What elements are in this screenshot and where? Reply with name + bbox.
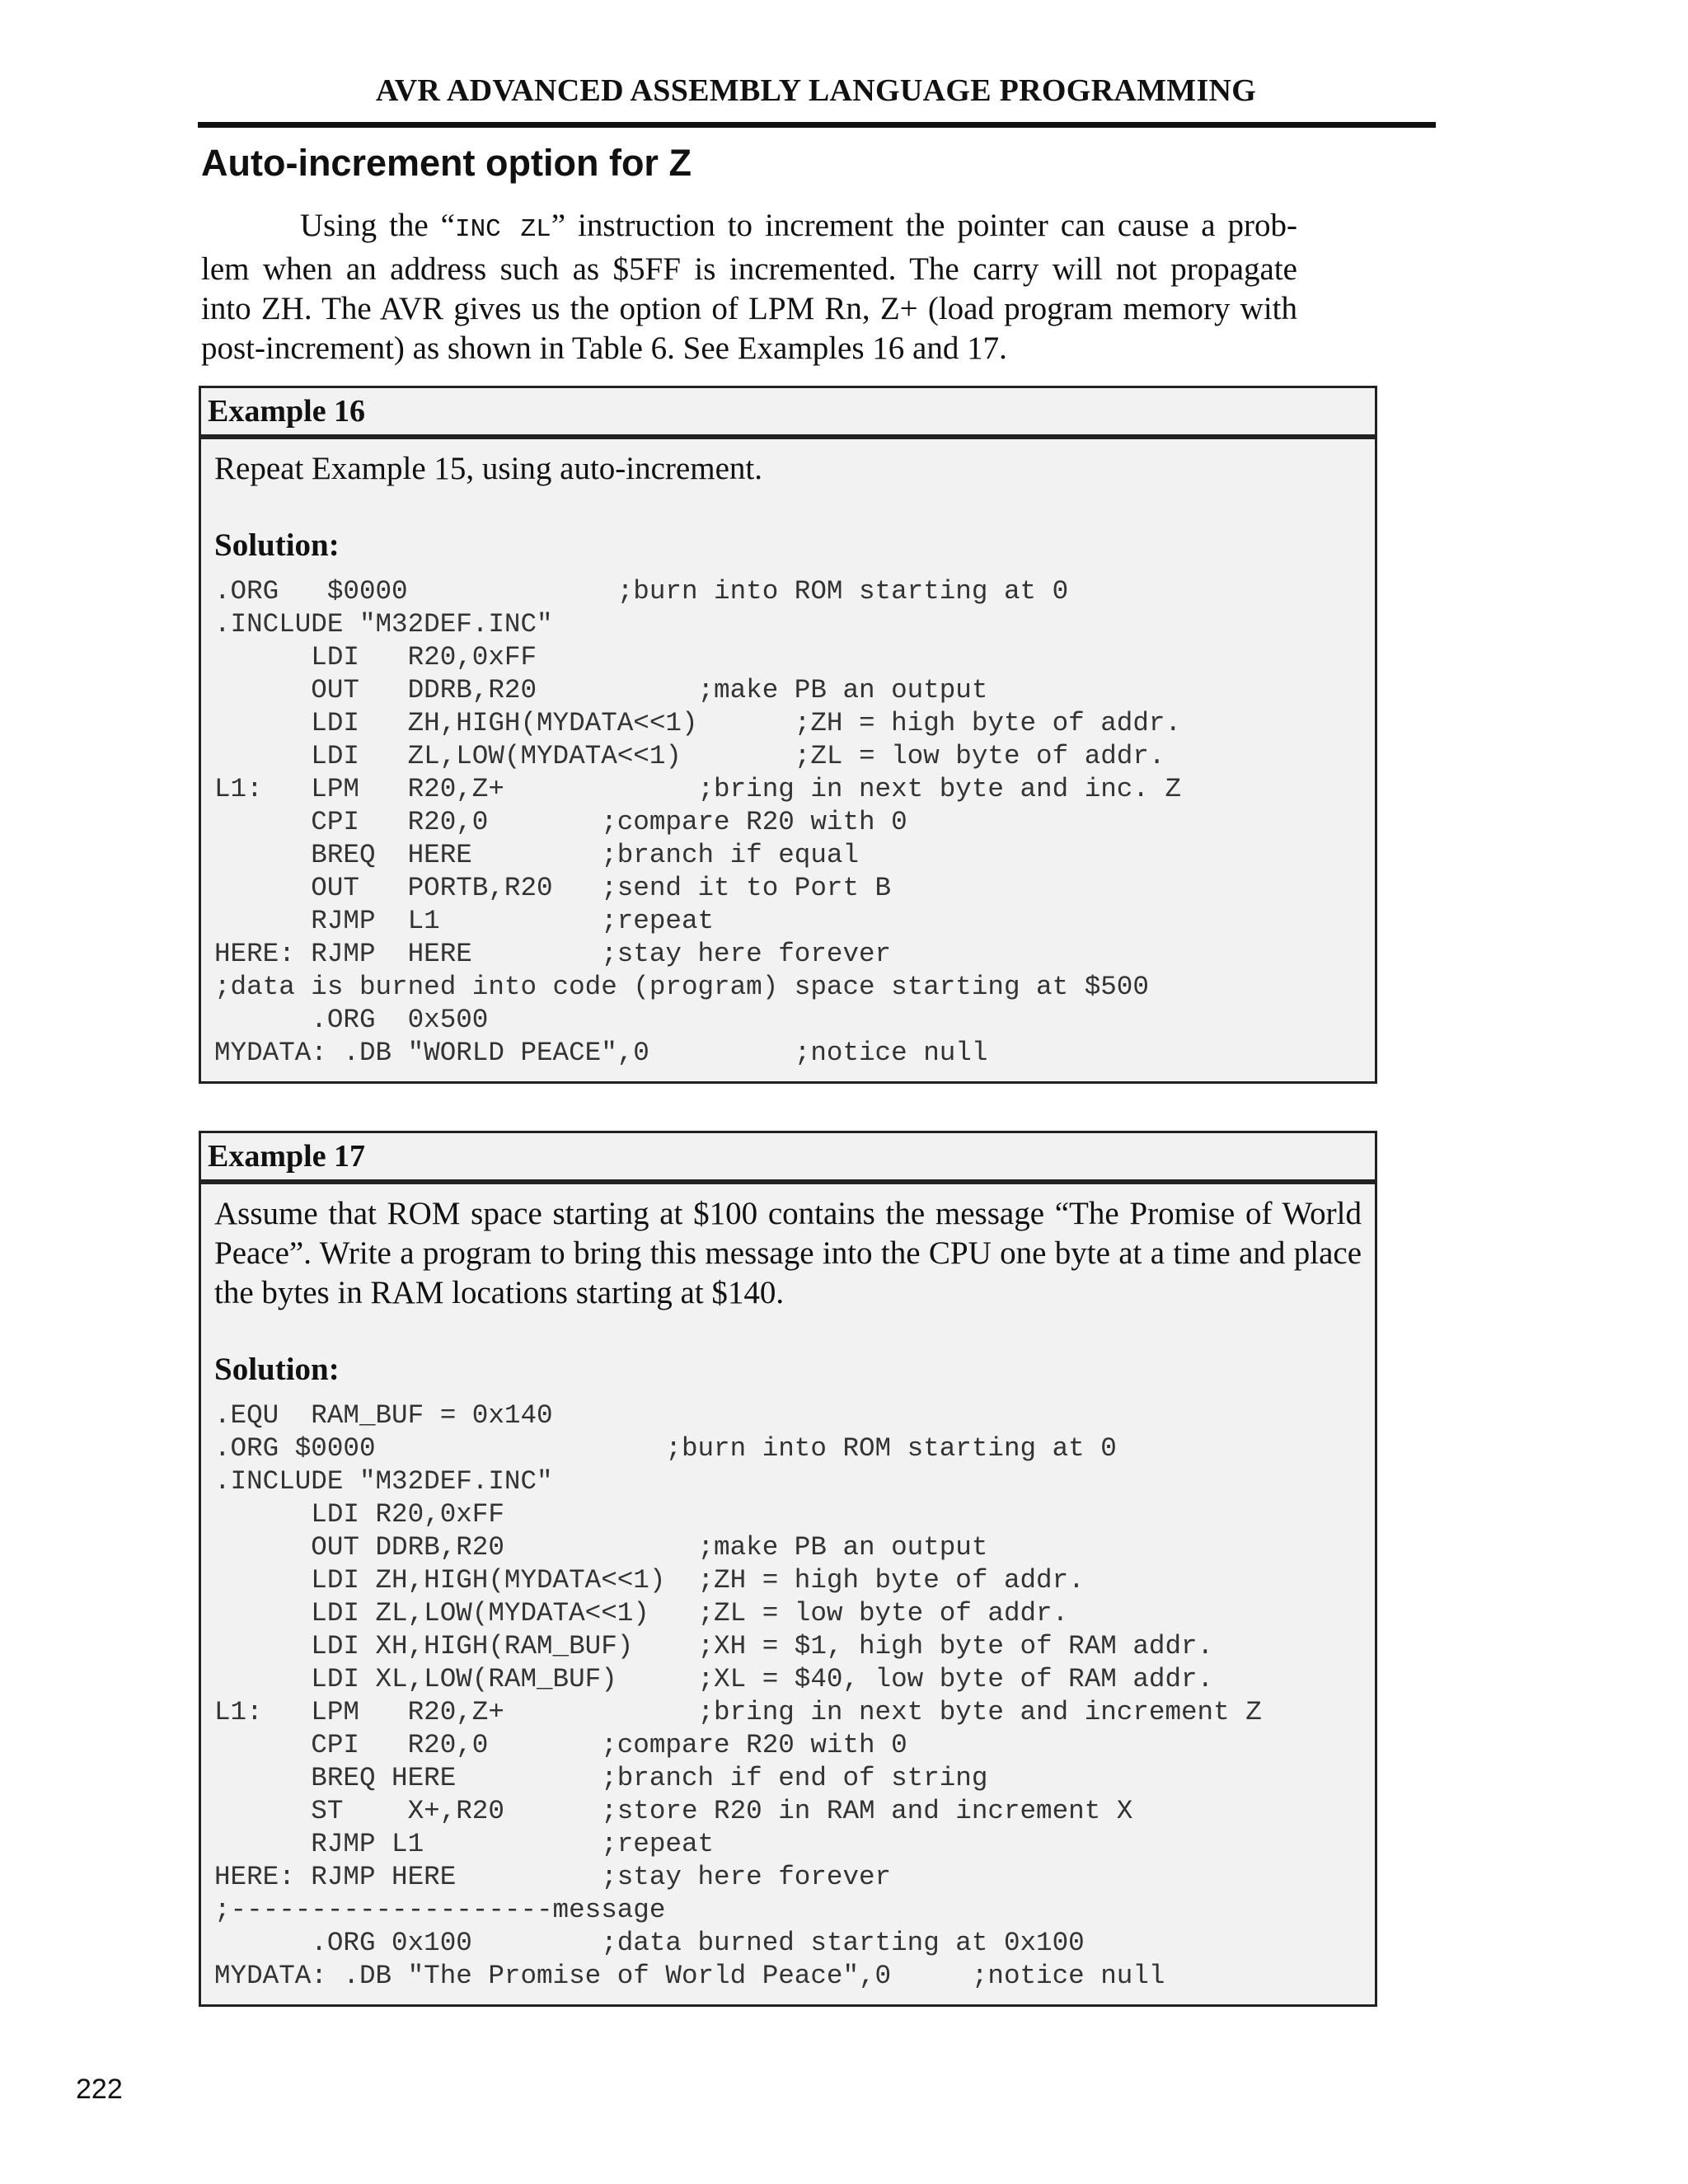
intro-line-3: into ZH. The AVR gives us the option of LPM Rn, Z+ (load program memory with (201, 291, 1297, 326)
code-line: LDI ZL,LOW(MYDATA<<1) ;ZL = low byte of addr. (214, 1598, 1069, 1629)
example-16-solution-label: Solution: (214, 527, 340, 563)
intro-line-1: Using the “INC ZL” instruction to increment the pointer can cause a prob- (300, 208, 1298, 244)
code-line: RJMP L1 ;repeat (214, 1829, 715, 1859)
code-line: LDI XH,HIGH(RAM_BUF) ;XH = $1, high byte of RAM addr. (214, 1631, 1214, 1661)
code-line: L1: LPM R20,Z+ ;bring in next byte and increment Z (214, 1697, 1262, 1727)
code-line: HERE: RJMP HERE ;stay here forever (214, 939, 892, 969)
code-line: .ORG $0000 ;burn into ROM starting at 0 (214, 576, 1069, 607)
intro-line-2: lem when an address such as $5FF is incremented. The carry will not propagate (201, 251, 1297, 287)
code-line: .EQU RAM_BUF = 0x140 (214, 1400, 553, 1431)
inline-code: INC ZL (454, 215, 551, 244)
example-17-problem (214, 1194, 1362, 1313)
section-title: Auto-increment option for Z (201, 142, 692, 184)
page-number: 222 (76, 2074, 123, 2105)
code-line: LDI R20,0xFF (214, 642, 537, 673)
code-line: LDI ZH,HIGH(MYDATA<<1) ;ZH = high byte of addr. (214, 708, 1182, 738)
code-line: ST X+,R20 ;store R20 in RAM and increment X (214, 1796, 1133, 1826)
code-line: RJMP L1 ;repeat (214, 906, 715, 936)
code-line: OUT PORTB,R20 ;send it to Port B (214, 873, 892, 903)
code-line: L1: LPM R20,Z+ ;bring in next byte and inc. Z (214, 774, 1182, 804)
intro-paragraph (201, 206, 1297, 368)
code-line: LDI ZH,HIGH(MYDATA<<1) ;ZH = high byte of addr. (214, 1565, 1085, 1596)
problem-line: Repeat Example 15, using auto-increment. (214, 451, 762, 486)
example-17-box (199, 1131, 1377, 2007)
code-line: CPI R20,0 ;compare R20 with 0 (214, 1730, 907, 1760)
code-line: .ORG 0x500 (214, 1005, 489, 1035)
example-17-solution-label: Solution: (214, 1352, 340, 1387)
problem-line: Assume that ROM space starting at $100 contains the message “The Promise of World (214, 1196, 1362, 1231)
code-line: OUT DDRB,R20 ;make PB an output (214, 675, 988, 705)
code-line: HERE: RJMP HERE ;stay here forever (214, 1862, 892, 1892)
code-line: BREQ HERE ;branch if end of string (214, 1763, 988, 1793)
code-line: .ORG 0x100 ;data burned starting at 0x100 (214, 1928, 1085, 1958)
header-rule (198, 122, 1436, 128)
code-line: .INCLUDE "M32DEF.INC" (214, 609, 553, 640)
code-line: BREQ HERE ;branch if equal (214, 840, 860, 870)
problem-line: Peace”. Write a program to bring this message into the CPU one byte at a time and place (214, 1235, 1362, 1271)
code-line: MYDATA: .DB "The Promise of World Peace",0 ;notice null (214, 1961, 1165, 1991)
example-17-code (214, 1399, 1362, 1993)
code-line: LDI ZL,LOW(MYDATA<<1) ;ZL = low byte of addr. (214, 741, 1165, 771)
code-line: ;data is burned into code (program) space starting at $500 (214, 972, 1149, 1002)
problem-line: the bytes in RAM locations starting at $140. (214, 1275, 785, 1310)
example-16-code (214, 575, 1362, 1070)
example-16-title: Example 16 (201, 388, 1375, 439)
code-line: .ORG $0000 ;burn into ROM starting at 0 (214, 1433, 1117, 1464)
code-line: OUT DDRB,R20 ;make PB an output (214, 1532, 988, 1563)
code-line: MYDATA: .DB "WORLD PEACE",0 ;notice null (214, 1038, 988, 1068)
running-head: AVR ADVANCED ASSEMBLY LANGUAGE PROGRAMMING (375, 73, 1257, 108)
code-line: LDI XL,LOW(RAM_BUF) ;XL = $40, low byte of RAM addr. (214, 1664, 1214, 1694)
example-16-box (199, 386, 1377, 1084)
code-line: .INCLUDE "M32DEF.INC" (214, 1466, 553, 1497)
example-16-problem (214, 449, 1362, 489)
example-17-title: Example 17 (201, 1133, 1375, 1184)
code-line: ;--------------------message (214, 1895, 666, 1925)
intro-line-4: post-increment) as shown in Table 6. See Examples 16 and 17. (201, 330, 1007, 366)
code-line: CPI R20,0 ;compare R20 with 0 (214, 807, 907, 837)
code-line: LDI R20,0xFF (214, 1499, 504, 1530)
